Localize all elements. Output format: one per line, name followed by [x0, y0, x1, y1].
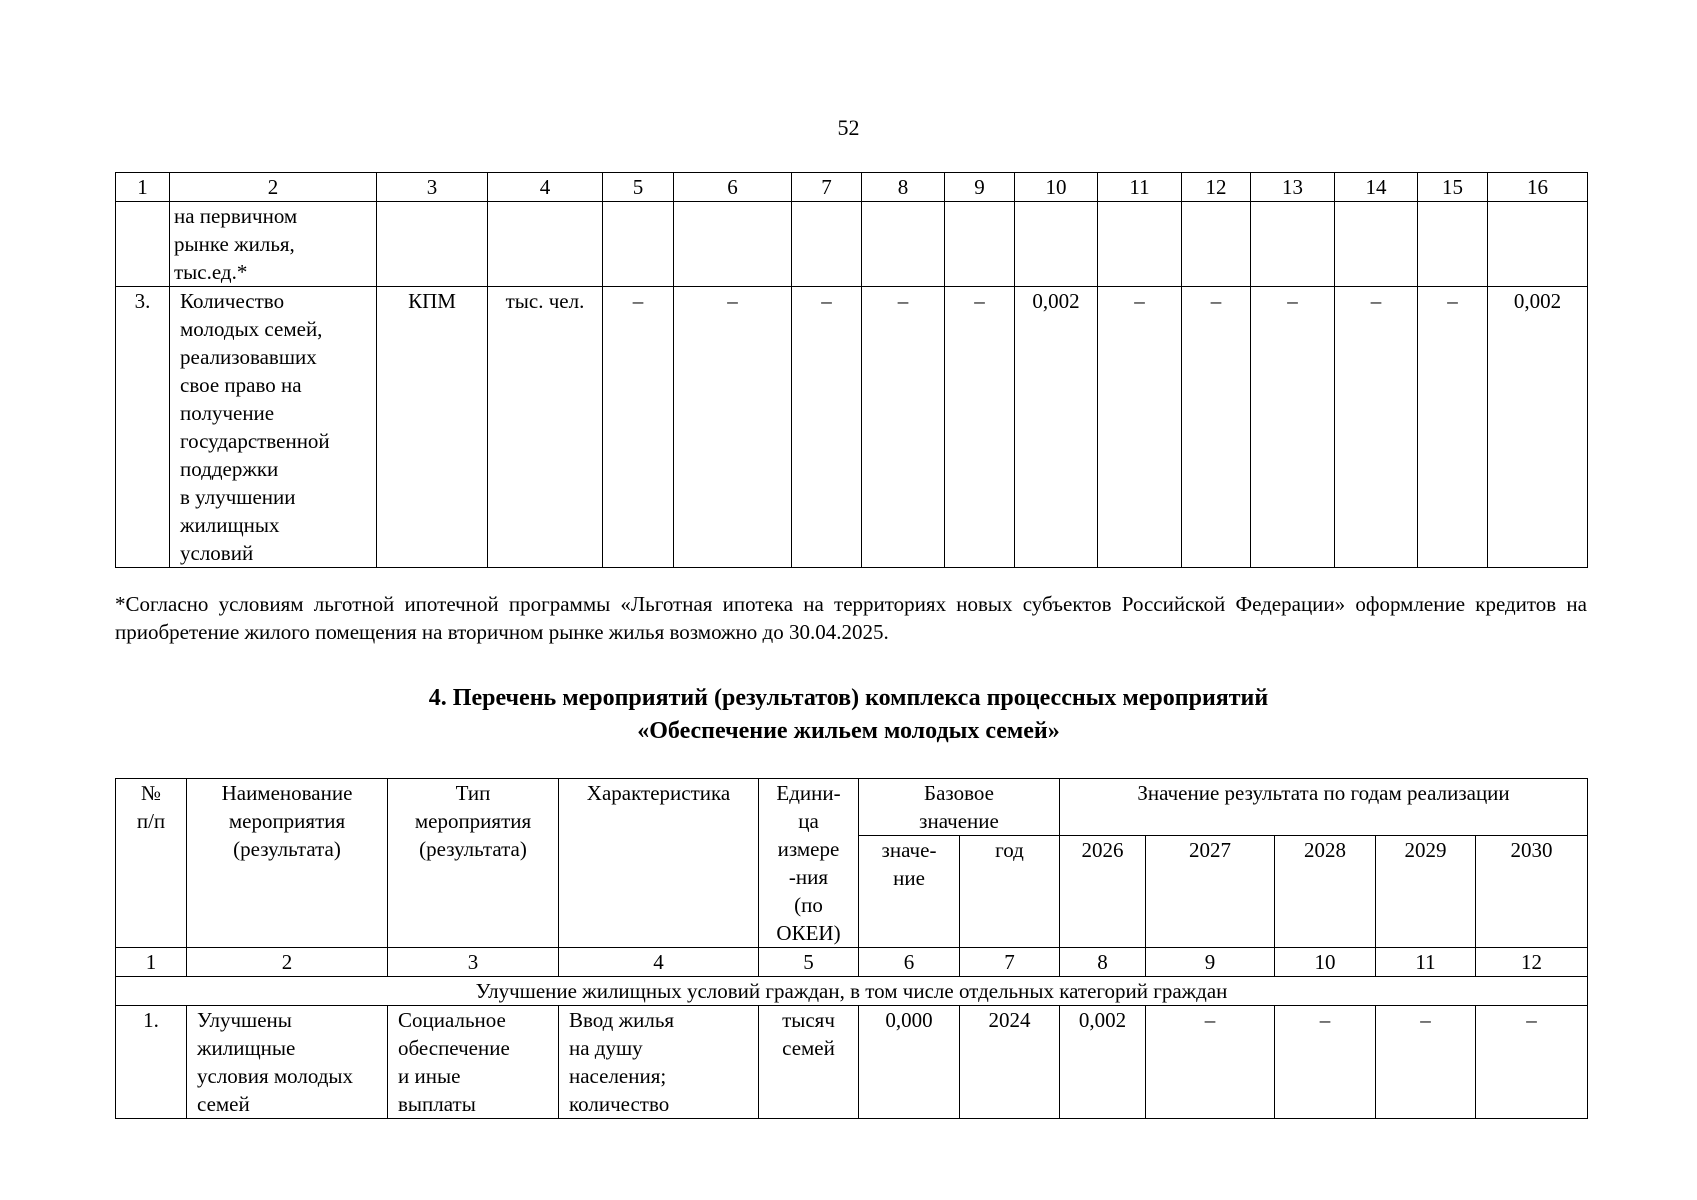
section-heading	[0, 682, 1697, 748]
col-number: 12	[1182, 173, 1251, 202]
footnote: *Согласно условиям льготной ипотечной программы «Льготная ипотека на территориях новых субъектов Российской Федерации» оформление кредитов на приобретение жилого помещения на вторичном рынке жилья возможно до 30.04.2025.	[115, 592, 1587, 644]
header-base-year: год	[960, 836, 1060, 948]
header-year: 2026	[1060, 836, 1146, 948]
table-cell	[1488, 202, 1588, 287]
table-cell: КПМ	[377, 287, 488, 568]
value-2029-cell: –	[1376, 1006, 1476, 1119]
table-cell	[116, 202, 170, 287]
table-cell	[1182, 202, 1251, 287]
table-row	[116, 1006, 1588, 1119]
table-cell	[1251, 202, 1335, 287]
table-cell: –	[1182, 287, 1251, 568]
table-cell: тыс. чел.	[488, 287, 603, 568]
table-cell: –	[792, 287, 862, 568]
header-year: 2029	[1376, 836, 1476, 948]
col-number: 7	[960, 948, 1060, 977]
header-year: 2030	[1476, 836, 1588, 948]
table-cell: –	[1335, 287, 1418, 568]
col-number: 14	[1335, 173, 1418, 202]
header-type: Тип мероприятия (результата)	[388, 779, 559, 948]
col-number: 2	[187, 948, 388, 977]
table-cell: –	[674, 287, 792, 568]
table-row-continuation	[116, 202, 1588, 287]
value-2027-cell: –	[1146, 1006, 1275, 1119]
col-number: 9	[1146, 948, 1275, 977]
value-2030-cell: –	[1476, 1006, 1588, 1119]
header-unit: Едини- ца измере -ния (по ОКЕИ)	[759, 779, 859, 948]
table-cell	[1335, 202, 1418, 287]
col-number: 10	[1275, 948, 1376, 977]
col-number: 6	[674, 173, 792, 202]
header-name: Наименование мероприятия (результата)	[187, 779, 388, 948]
section-title-line-2: «Обеспечение жильем молодых семей»	[637, 718, 1060, 744]
col-number: 5	[759, 948, 859, 977]
table-cell: 0,002	[1015, 287, 1098, 568]
header-year: 2027	[1146, 836, 1275, 948]
table-cell	[862, 202, 945, 287]
table-cell: –	[862, 287, 945, 568]
column-number-row	[116, 173, 1588, 202]
table-cell: 0,002	[1488, 287, 1588, 568]
table-cell	[488, 202, 603, 287]
section-title-line-1: 4. Перечень мероприятий (результатов) комплекса процессных мероприятий	[428, 685, 1269, 711]
table-cell: –	[1098, 287, 1182, 568]
table-cell	[603, 202, 674, 287]
characteristic-cell: Ввод жилья на душу населения; количество	[559, 1006, 759, 1119]
value-2028-cell: –	[1275, 1006, 1376, 1119]
header-year: 2028	[1275, 836, 1376, 948]
col-number: 11	[1376, 948, 1476, 977]
indicator-name-cell: Количество молодых семей, реализовавших свое право на получение государственной поддержки в улучшении жилищных условий	[170, 287, 377, 568]
indicator-name-cell: на первичном рынке жилья, тыс.ед.*	[170, 202, 377, 287]
table-cell	[674, 202, 792, 287]
col-number: 3	[388, 948, 559, 977]
table-cell	[1015, 202, 1098, 287]
value-2026-cell: 0,002	[1060, 1006, 1146, 1119]
col-number: 8	[862, 173, 945, 202]
col-number: 13	[1251, 173, 1335, 202]
header-characteristic: Характеристика	[559, 779, 759, 948]
col-number: 15	[1418, 173, 1488, 202]
table-row	[116, 287, 1588, 568]
col-number: 3	[377, 173, 488, 202]
header-base-value: значе- ние	[859, 836, 960, 948]
table-cell: –	[1251, 287, 1335, 568]
col-number: 1	[116, 173, 170, 202]
col-number: 8	[1060, 948, 1146, 977]
table-cell	[945, 202, 1015, 287]
header-years-group: Значение результата по годам реализации	[1060, 779, 1588, 836]
category-row	[116, 977, 1588, 1006]
table-cell	[1098, 202, 1182, 287]
base-value-cell: 0,000	[859, 1006, 960, 1119]
col-number: 7	[792, 173, 862, 202]
col-number: 6	[859, 948, 960, 977]
activity-name-cell: Улучшены жилищные условия молодых семей	[187, 1006, 388, 1119]
table-cell	[1418, 202, 1488, 287]
row-number-cell: 1.	[116, 1006, 187, 1119]
col-number: 9	[945, 173, 1015, 202]
table-cell: –	[945, 287, 1015, 568]
activities-table	[115, 778, 1588, 1119]
row-number-cell: 3.	[116, 287, 170, 568]
header-base: Базовое значение	[859, 779, 1060, 836]
col-number: 12	[1476, 948, 1588, 977]
table-cell: –	[1418, 287, 1488, 568]
col-number: 16	[1488, 173, 1588, 202]
col-number: 11	[1098, 173, 1182, 202]
col-number: 2	[170, 173, 377, 202]
table-cell: –	[603, 287, 674, 568]
indicators-table-continued	[115, 172, 1588, 568]
col-number: 4	[488, 173, 603, 202]
page-number: 52	[837, 115, 860, 140]
column-number-row	[116, 948, 1588, 977]
header-num: № п/п	[116, 779, 187, 948]
col-number: 5	[603, 173, 674, 202]
table-cell	[792, 202, 862, 287]
col-number: 10	[1015, 173, 1098, 202]
activity-type-cell: Социальное обеспечение и иные выплаты	[388, 1006, 559, 1119]
header-row	[116, 779, 1588, 836]
category-cell: Улучшение жилищных условий граждан, в том числе отдельных категорий граждан	[116, 977, 1588, 1006]
col-number: 1	[116, 948, 187, 977]
base-year-cell: 2024	[960, 1006, 1060, 1119]
unit-cell: тысяч семей	[759, 1006, 859, 1119]
table-cell	[377, 202, 488, 287]
col-number: 4	[559, 948, 759, 977]
